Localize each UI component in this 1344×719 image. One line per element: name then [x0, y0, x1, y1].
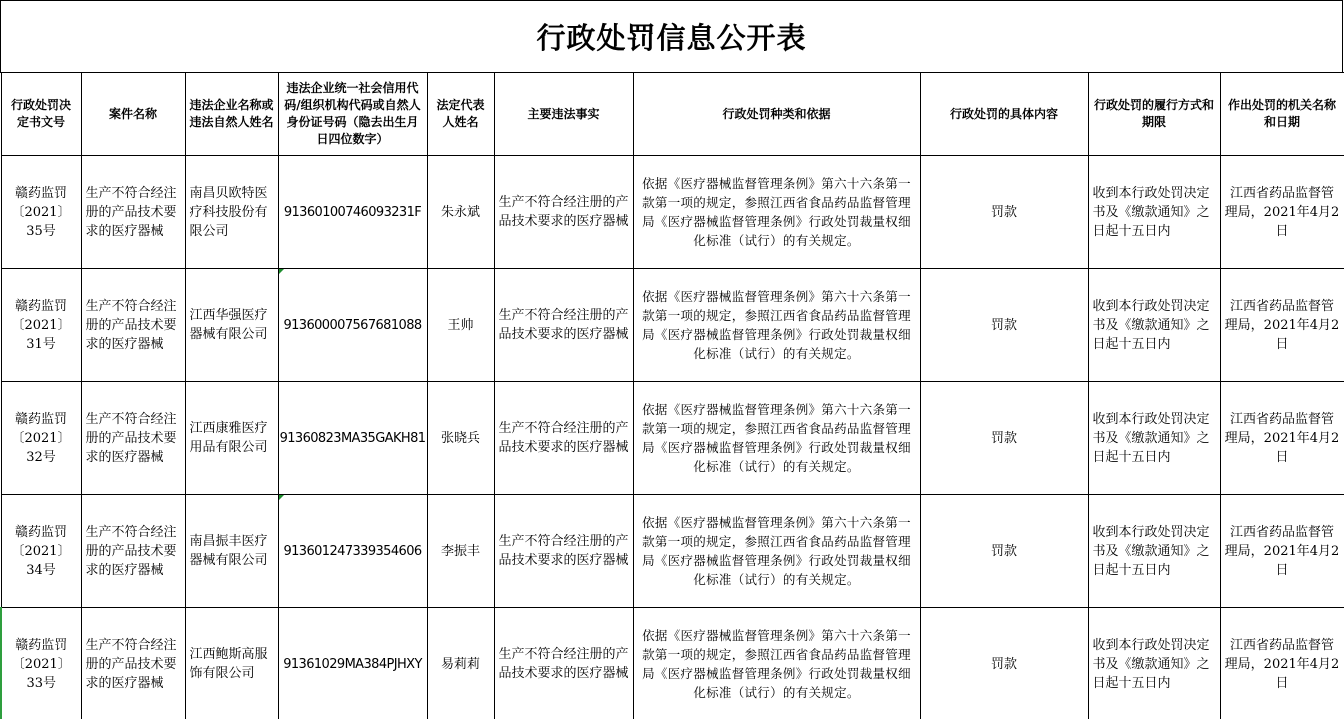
cell-fulfillment[interactable]: 收到本行政处罚决定书及《缴款通知》之日起十五日内 — [1088, 156, 1220, 269]
cell-basis[interactable]: 依据《医疗器械监督管理条例》第六十六条第一款第一项的规定，参照江西省食品药品监督管理局《医疗器械监督管理条例》行政处罚裁量权细化标准（试行）的有关规定。 — [633, 495, 920, 608]
cell-basis[interactable]: 依据《医疗器械监督管理条例》第六十六条第一款第一项的规定，参照江西省食品药品监督管理局《医疗器械监督管理条例》行政处罚裁量权细化标准（试行）的有关规定。 — [633, 608, 920, 719]
table-row — [1, 495, 1344, 608]
cell-authority[interactable]: 江西省药品监督管理局，2021年4月2日 — [1220, 608, 1344, 719]
header-case-name[interactable]: 案件名称 — [81, 73, 185, 156]
cell-basis[interactable]: 依据《医疗器械监督管理条例》第六十六条第一款第一项的规定，参照江西省食品药品监督管理局《医疗器械监督管理条例》行政处罚裁量权细化标准（试行）的有关规定。 — [633, 382, 920, 495]
cell-doc-no[interactable]: 赣药监罚〔2021〕31号 — [1, 269, 81, 382]
table-row — [1, 269, 1344, 382]
cell-entity[interactable]: 江西康雅医疗用品有限公司 — [185, 382, 278, 495]
cell-legal-rep[interactable]: 王帅 — [427, 269, 494, 382]
header-basis[interactable]: 行政处罚种类和依据 — [633, 73, 920, 156]
cell-facts[interactable]: 生产不符合经注册的产品技术要求的医疗器械 — [494, 156, 633, 269]
cell-doc-no[interactable]: 赣药监罚〔2021〕35号 — [1, 156, 81, 269]
cell-doc-no[interactable]: 赣药监罚〔2021〕33号 — [1, 608, 81, 719]
cell-facts[interactable]: 生产不符合经注册的产品技术要求的医疗器械 — [494, 382, 633, 495]
cell-credit-code-text: 913601247339354606 — [283, 543, 422, 559]
cell-legal-rep[interactable]: 朱永斌 — [427, 156, 494, 269]
cell-credit-code[interactable]: 91360100746093231F — [278, 156, 427, 269]
cell-case-name[interactable]: 生产不符合经注册的产品技术要求的医疗器械 — [81, 495, 185, 608]
cell-legal-rep[interactable]: 张晓兵 — [427, 382, 494, 495]
cell-case-name[interactable]: 生产不符合经注册的产品技术要求的医疗器械 — [81, 156, 185, 269]
cell-entity[interactable]: 南昌振丰医疗器械有限公司 — [185, 495, 278, 608]
cell-legal-rep[interactable]: 易莉莉 — [427, 608, 494, 719]
cell-authority[interactable]: 江西省药品监督管理局，2021年4月2日 — [1220, 382, 1344, 495]
cell-content[interactable]: 罚款 — [920, 608, 1088, 719]
header-doc-no[interactable]: 行政处罚决定书文号 — [1, 73, 81, 156]
cell-credit-code[interactable] — [278, 269, 427, 382]
table-row — [1, 156, 1344, 269]
cell-facts[interactable]: 生产不符合经注册的产品技术要求的医疗器械 — [494, 608, 633, 719]
cell-credit-code[interactable]: 91360823MA35GAKH81 — [278, 382, 427, 495]
cell-doc-no[interactable]: 赣药监罚〔2021〕34号 — [1, 495, 81, 608]
cell-authority[interactable]: 江西省药品监督管理局，2021年4月2日 — [1220, 156, 1344, 269]
cell-facts[interactable]: 生产不符合经注册的产品技术要求的医疗器械 — [494, 269, 633, 382]
cell-basis[interactable]: 依据《医疗器械监督管理条例》第六十六条第一款第一项的规定，参照江西省食品药品监督管理局《医疗器械监督管理条例》行政处罚裁量权细化标准（试行）的有关规定。 — [633, 269, 920, 382]
header-legal-rep[interactable]: 法定代表人姓名 — [427, 73, 494, 156]
penalty-table — [0, 72, 1344, 719]
cell-content[interactable]: 罚款 — [920, 156, 1088, 269]
cell-content[interactable]: 罚款 — [920, 382, 1088, 495]
cell-legal-rep[interactable]: 李振丰 — [427, 495, 494, 608]
page-title: 行政处罚信息公开表 — [536, 21, 807, 55]
header-content[interactable]: 行政处罚的具体内容 — [920, 73, 1088, 156]
header-fulfillment[interactable]: 行政处罚的履行方式和期限 — [1088, 73, 1220, 156]
table-title-cell[interactable] — [0, 0, 1343, 73]
cell-credit-code[interactable]: 91361029MA384PJHXY — [278, 608, 427, 719]
header-row — [1, 73, 1344, 156]
cell-authority[interactable]: 江西省药品监督管理局，2021年4月2日 — [1220, 495, 1344, 608]
cell-credit-code-text: 913600007567681088 — [283, 317, 422, 333]
cell-comment-marker — [279, 495, 284, 500]
header-facts[interactable]: 主要违法事实 — [494, 73, 633, 156]
header-authority[interactable]: 作出处罚的机关名称和日期 — [1220, 73, 1344, 156]
cell-case-name[interactable]: 生产不符合经注册的产品技术要求的医疗器械 — [81, 382, 185, 495]
cell-facts[interactable]: 生产不符合经注册的产品技术要求的医疗器械 — [494, 495, 633, 608]
cell-entity[interactable]: 江西鲍斯高服饰有限公司 — [185, 608, 278, 719]
cell-fulfillment[interactable]: 收到本行政处罚决定书及《缴款通知》之日起十五日内 — [1088, 608, 1220, 719]
header-credit-code[interactable]: 违法企业统一社会信用代码/组织机构代码或自然人身份证号码（隐去出生月日四位数字） — [278, 73, 427, 156]
cell-fulfillment[interactable]: 收到本行政处罚决定书及《缴款通知》之日起十五日内 — [1088, 382, 1220, 495]
cell-entity[interactable]: 南昌贝欧特医疗科技股份有限公司 — [185, 156, 278, 269]
cell-doc-no[interactable]: 赣药监罚〔2021〕32号 — [1, 382, 81, 495]
cell-fulfillment[interactable]: 收到本行政处罚决定书及《缴款通知》之日起十五日内 — [1088, 495, 1220, 608]
cell-credit-code[interactable] — [278, 495, 427, 608]
cell-comment-marker — [279, 269, 284, 274]
cell-case-name[interactable]: 生产不符合经注册的产品技术要求的医疗器械 — [81, 269, 185, 382]
cell-fulfillment[interactable]: 收到本行政处罚决定书及《缴款通知》之日起十五日内 — [1088, 269, 1220, 382]
cell-content[interactable]: 罚款 — [920, 495, 1088, 608]
cell-entity[interactable]: 江西华强医疗器械有限公司 — [185, 269, 278, 382]
cell-content[interactable]: 罚款 — [920, 269, 1088, 382]
cell-case-name[interactable]: 生产不符合经注册的产品技术要求的医疗器械 — [81, 608, 185, 719]
cell-authority[interactable]: 江西省药品监督管理局，2021年4月2日 — [1220, 269, 1344, 382]
table-row — [1, 382, 1344, 495]
header-entity[interactable]: 违法企业名称或违法自然人姓名 — [185, 73, 278, 156]
table-row — [1, 608, 1344, 719]
cell-basis[interactable]: 依据《医疗器械监督管理条例》第六十六条第一款第一项的规定，参照江西省食品药品监督管理局《医疗器械监督管理条例》行政处罚裁量权细化标准（试行）的有关规定。 — [633, 156, 920, 269]
